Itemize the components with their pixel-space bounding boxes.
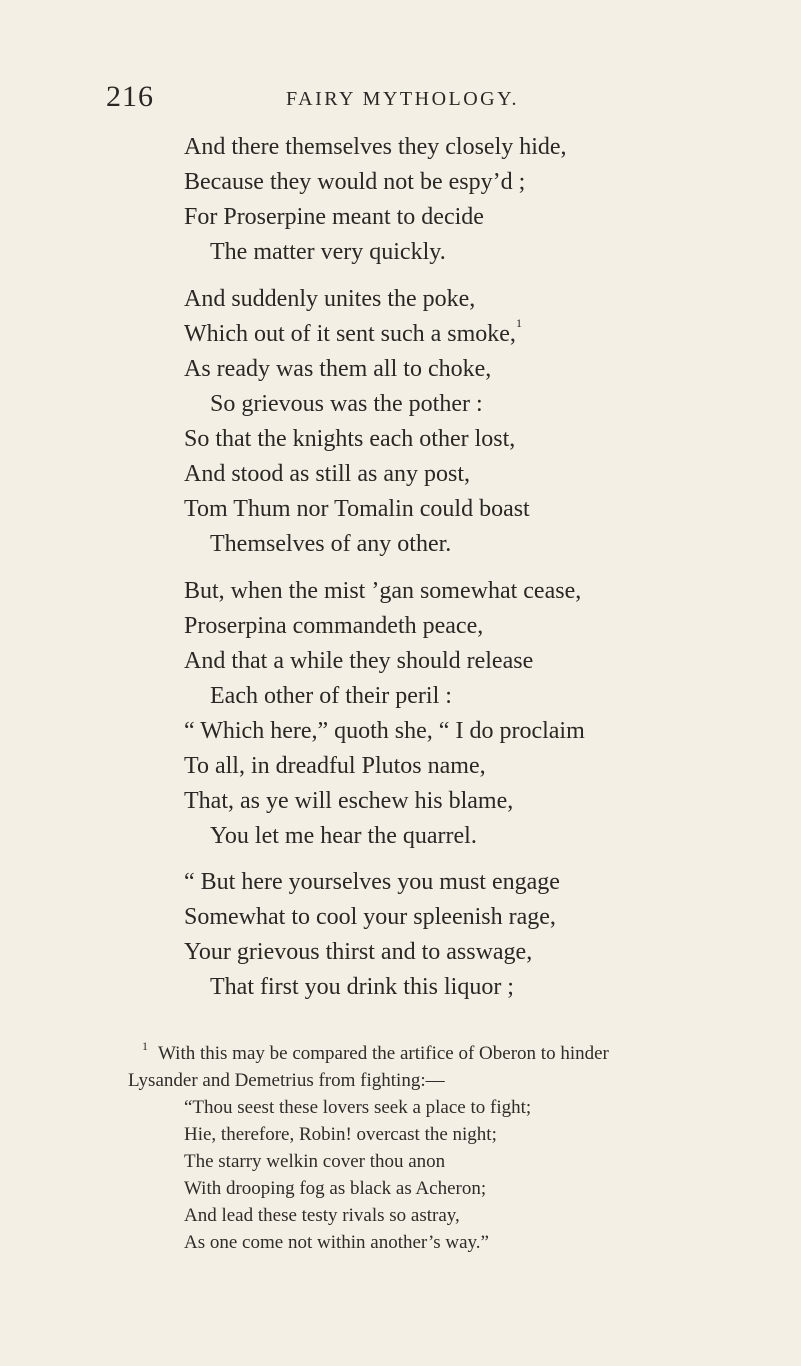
verse-line: “ Which here,” quoth she, “ I do proclaim — [184, 718, 585, 744]
verse-line: And stood as still as any post, — [184, 461, 470, 487]
footnote-quote-line: With drooping fog as black as Acheron; — [184, 1178, 487, 1199]
verse-line: So that the knights each other lost, — [184, 426, 516, 452]
verse-line: The matter very quickly. — [210, 239, 446, 265]
verse-line: So grievous was the pother : — [210, 391, 483, 417]
verse-line: Your grievous thirst and to asswage, — [184, 939, 533, 965]
stanza — [184, 574, 764, 854]
footnote-quote-line: And lead these testy rivals so astray, — [184, 1205, 460, 1226]
verse-line: And suddenly unites the poke, — [184, 286, 476, 312]
verse-line: But, when the mist ’gan somewhat cease, — [184, 578, 582, 604]
verse-line: And there themselves they closely hide, — [184, 134, 567, 160]
verse-line: Somewhat to cool your spleenish rage, — [184, 904, 556, 930]
verse-line-text: Which out of it sent such a smoke, — [184, 321, 516, 347]
verse-line: Tom Thum nor Tomalin could boast — [184, 496, 530, 522]
page-number: 216 — [106, 80, 154, 113]
verse-line: Themselves of any other. — [210, 531, 452, 557]
verse-line: Each other of their peril : — [210, 683, 452, 709]
running-title: FAIRY MYTHOLOGY. — [286, 88, 519, 110]
verse-line — [184, 317, 764, 352]
verse-line: For Proserpine meant to decide — [184, 204, 484, 230]
verse-line: To all, in dreadful Plutos name, — [184, 753, 486, 779]
stanza — [184, 865, 764, 1005]
footnote-line: Lysander and Demetrius from fighting:— — [128, 1070, 445, 1091]
footnote — [128, 1040, 768, 1256]
stanza — [184, 130, 764, 270]
page-header — [106, 80, 666, 120]
footnote-quote-line: The starry welkin cover thou anon — [184, 1151, 446, 1172]
verse-line: “ But here yourselves you must engage — [184, 869, 560, 895]
verse-line: And that a while they should release — [184, 648, 534, 674]
footnote-text: With this may be compared the artifice of Oberon to hinder — [158, 1043, 609, 1064]
verse-line: As ready was them all to choke, — [184, 356, 492, 382]
verse-line: Proserpina commandeth peace, — [184, 613, 484, 639]
stanza — [184, 282, 764, 562]
verse-line: You let me hear the quarrel. — [210, 823, 477, 849]
footnote-marker: 1 — [142, 1039, 148, 1053]
footnote-line — [128, 1040, 768, 1067]
verse-line: That first you drink this liquor ; — [210, 974, 514, 1000]
footnote-quote-line: “Thou seest these lovers seek a place to fight; — [184, 1097, 532, 1118]
footnote-quote-line: As one come not within another’s way.” — [184, 1232, 489, 1253]
verse-line: That, as ye will eschew his blame, — [184, 788, 514, 814]
verse-line: Because they would not be espy’d ; — [184, 169, 526, 195]
footnote-reference: 1 — [515, 316, 522, 330]
footnote-quote-line: Hie, therefore, Robin! overcast the night; — [184, 1124, 497, 1145]
